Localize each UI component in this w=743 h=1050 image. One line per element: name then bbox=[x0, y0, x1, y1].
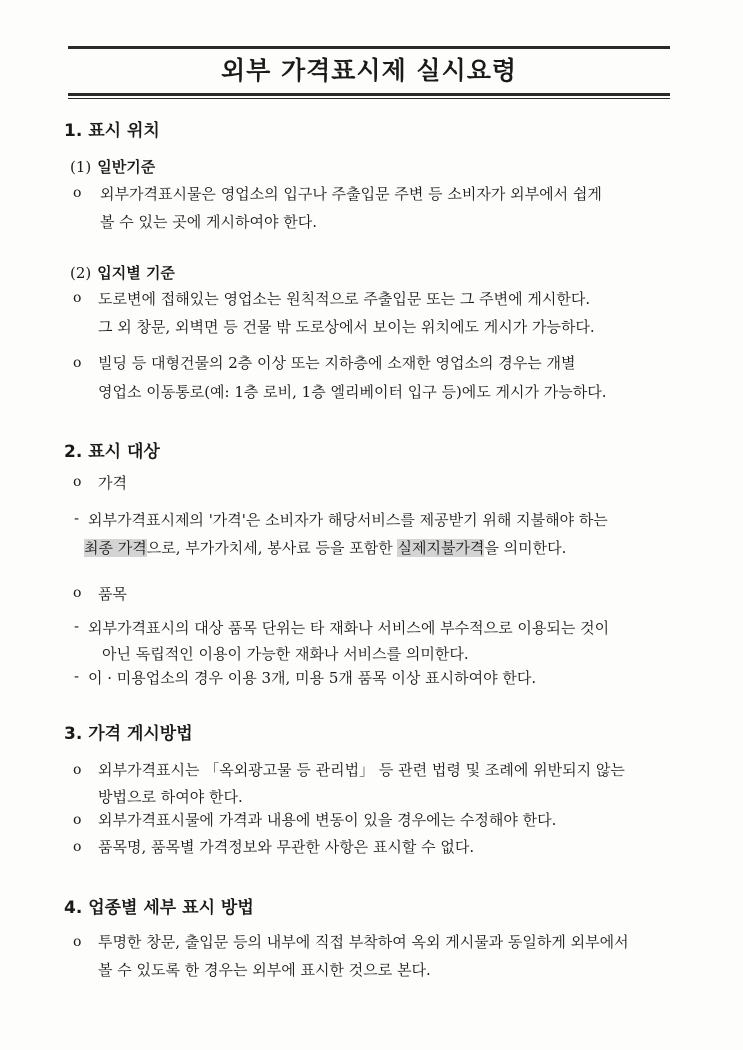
paragraph-line: 볼 수 있는 곳에 게시하여야 한다. bbox=[100, 213, 317, 231]
bullet-marker: o bbox=[73, 185, 82, 201]
bullet-marker: o bbox=[73, 474, 82, 490]
bullet-marker: o bbox=[73, 812, 82, 828]
dash-marker: - bbox=[74, 667, 80, 685]
bullet-marker: o bbox=[73, 355, 82, 371]
sub-label: 일반기준 bbox=[97, 158, 156, 176]
bullet-label: 가격 bbox=[98, 474, 127, 492]
title-block bbox=[68, 46, 670, 99]
paragraph-line: 외부가격표시물은 영업소의 입구나 주출입문 주변 등 소비자가 외부에서 쉽게 bbox=[100, 185, 602, 203]
paragraph-line: 그 외 창문, 외벽면 등 건물 밖 도로상에서 보이는 위치에도 게시가 가능하다. bbox=[98, 318, 595, 336]
paragraph-line: 외부가격표시는 「옥외광고물 등 관리법」 등 관련 법령 및 조례에 위반되지 않는 bbox=[98, 761, 625, 779]
document-title: 외부 가격표시제 실시요령 bbox=[220, 56, 518, 85]
section-3-heading: 3. 가격 게시방법 bbox=[64, 724, 193, 744]
text-run: 으로, 부가가치세, 봉사료 등을 포함한 bbox=[146, 539, 398, 557]
paragraph-line: 외부가격표시제의 '가격'은 소비자가 해당서비스를 제공받기 위해 지불해야 하는 bbox=[88, 511, 608, 529]
bullet-marker: o bbox=[73, 934, 82, 950]
section-1-sub-1 bbox=[70, 156, 155, 177]
title-rule-bottom bbox=[68, 93, 670, 96]
highlight-actual-price: 실제지불가격 bbox=[397, 539, 485, 557]
paragraph-line: 투명한 창문, 출입문 등의 내부에 직접 부착하여 옥외 게시물과 동일하게 외부에서 bbox=[98, 933, 629, 951]
bullet-marker: o bbox=[73, 585, 82, 601]
sub-number: (1) bbox=[70, 158, 92, 176]
sub-number: (2) bbox=[70, 264, 92, 282]
paragraph-line: 외부가격표시의 대상 품목 단위는 타 재화나 서비스에 부수적으로 이용되는 것이 bbox=[88, 619, 610, 637]
paragraph-line-highlighted bbox=[84, 537, 566, 558]
sub-label: 입지별 기준 bbox=[97, 264, 175, 282]
paragraph-line: 이 · 미용업소의 경우 이용 3개, 미용 5개 품목 이상 표시하여야 한다. bbox=[88, 669, 537, 687]
bullet-marker: o bbox=[73, 290, 82, 306]
title-rule-bottom-thin bbox=[68, 98, 670, 99]
section-4-heading: 4. 업종별 세부 표시 방법 bbox=[64, 898, 254, 918]
bullet-marker: o bbox=[73, 762, 82, 778]
highlight-final-price: 최종 가격 bbox=[84, 539, 147, 557]
paragraph-line: 방법으로 하여야 한다. bbox=[98, 788, 243, 806]
paragraph-line: 아닌 독립적인 이용이 가능한 재화나 서비스를 의미한다. bbox=[102, 645, 469, 663]
paragraph-line: 볼 수 있도록 한 경우는 외부에 표시한 것으로 본다. bbox=[98, 961, 431, 979]
section-1-heading: 1. 표시 위치 bbox=[64, 121, 160, 141]
paragraph-line: 빌딩 등 대형건물의 2층 이상 또는 지하층에 소재한 영업소의 경우는 개별 bbox=[98, 354, 576, 372]
text-run: 을 의미한다. bbox=[484, 539, 567, 557]
paragraph-line: 외부가격표시물에 가격과 내용에 변동이 있을 경우에는 수정해야 한다. bbox=[98, 811, 557, 829]
bullet-marker: o bbox=[73, 839, 82, 855]
paragraph-line: 영업소 이동통로(예: 1층 로비, 1층 엘리베이터 입구 등)에도 게시가 가능하다. bbox=[98, 383, 607, 401]
bullet-label: 품목 bbox=[98, 585, 127, 603]
paragraph-line: 도로변에 접해있는 영업소는 원칙적으로 주출입문 또는 그 주변에 게시한다. bbox=[98, 290, 591, 308]
section-2-heading: 2. 표시 대상 bbox=[64, 442, 160, 462]
dash-marker: - bbox=[74, 509, 80, 527]
title-rule-top bbox=[68, 46, 670, 49]
dash-marker: - bbox=[74, 617, 80, 635]
section-1-sub-2 bbox=[70, 262, 175, 283]
paragraph-line: 품목명, 품목별 가격정보와 무관한 사항은 표시할 수 없다. bbox=[98, 838, 475, 856]
